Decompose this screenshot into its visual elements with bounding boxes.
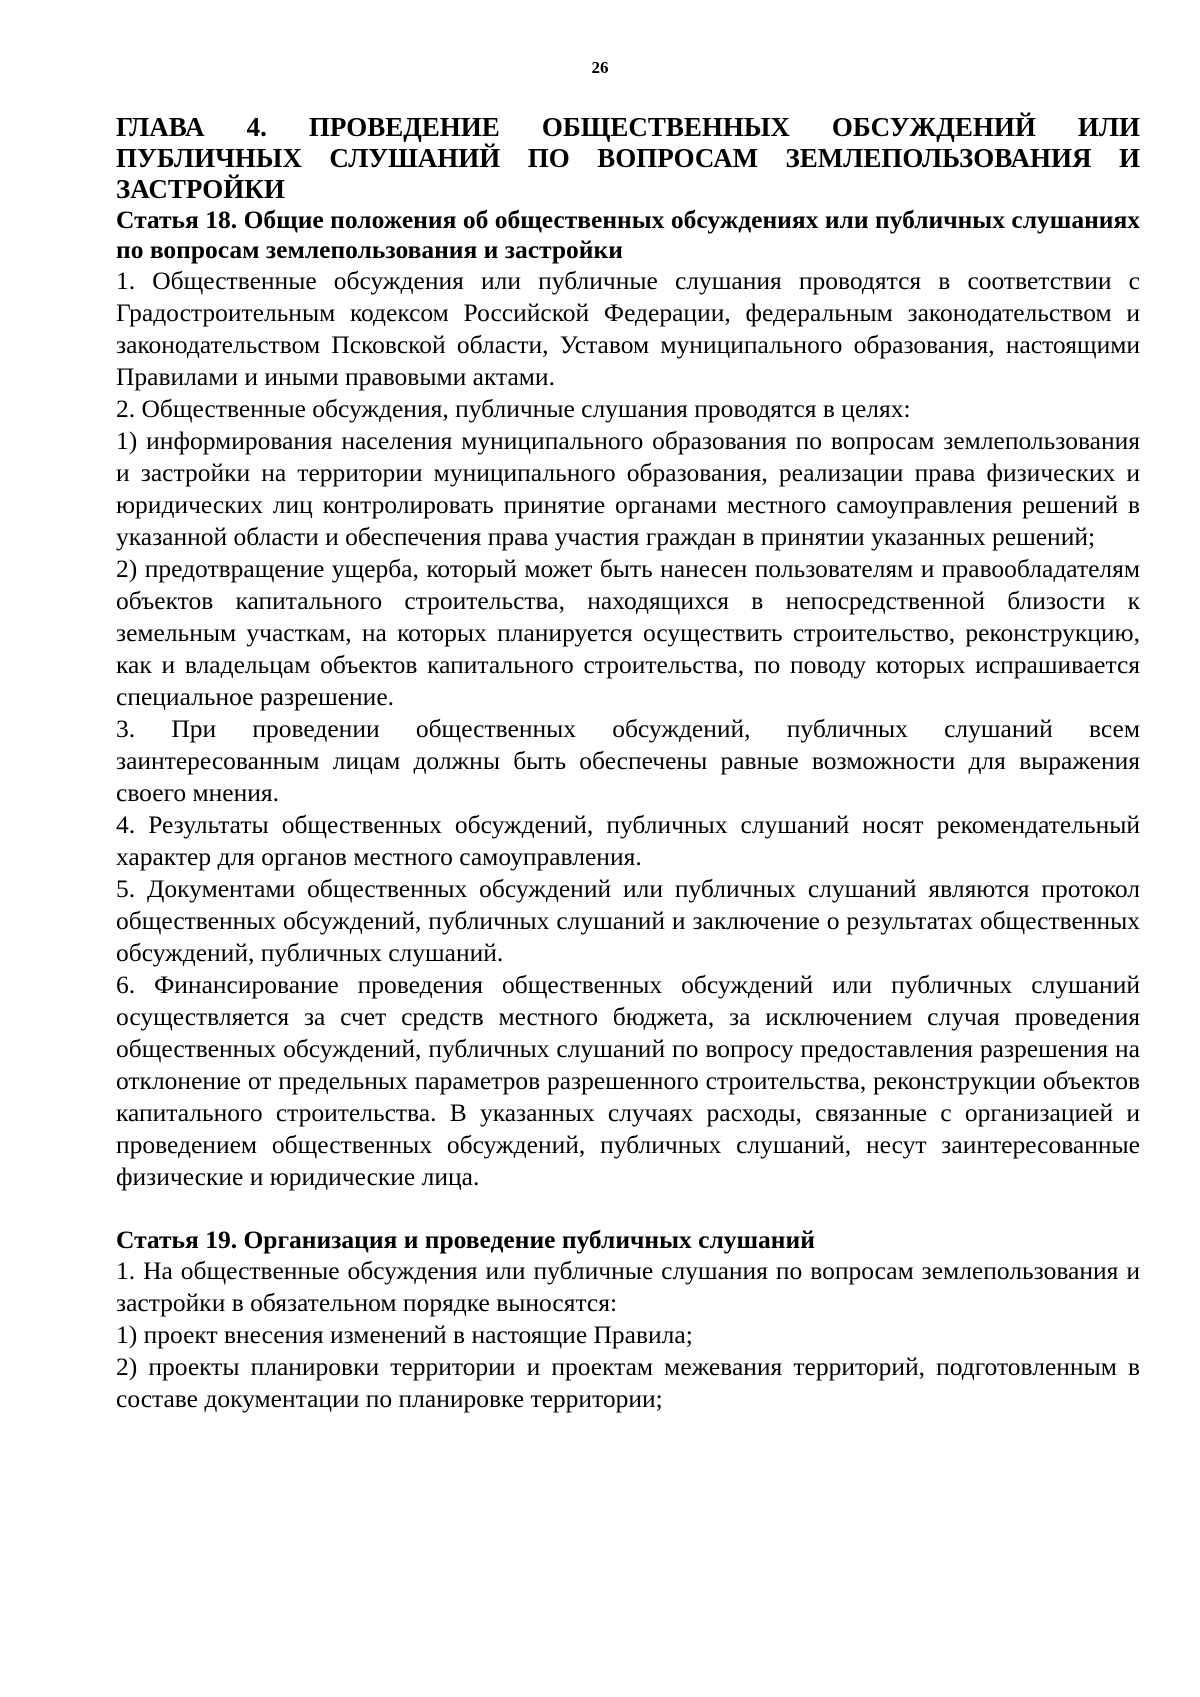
article-18-paragraph-6: 6. Финансирование проведения общественных обсуждений или публичных слушаний осуществляется за счет средств местного бюджета, за исключением случая проведения общественных обсуждений, публичных слушаний по вопросу предоставления разрешения на отклонение от предельных параметров разрешенного строительства, реконструкции объектов капитального строительства. В указанных случаях расходы, связанные с организацией и проведением общественных обсуждений, публичных слушаний, несут заинтересованные физические и юридические лица. <box>116 970 1140 1191</box>
article-19-paragraph-1-item-1: 1) проект внесения изменений в настоящие Правила; <box>116 1320 693 1349</box>
article-18-paragraph-3: 3. При проведении общественных обсуждений, публичных слушаний всем заинтересованным лицам должны быть обеспечены равные возможности для выражения своего мнения. <box>116 714 1140 807</box>
article-18-paragraph-2-item-2: 2) предотвращение ущерба, который может быть нанесен пользователям и правообладателям объектов капитального строительства, находящихся в непосредственной близости к земельным участкам, на которых планируется осуществить строительство, реконструкцию, как и владельцам объектов капитального строительства, по поводу которых испрашивается специальное разрешение. <box>116 554 1140 711</box>
document-body <box>116 112 1140 1415</box>
section-spacer <box>116 1193 1140 1225</box>
article-19-paragraph-1-item-2: 2) проекты планировки территории и проектам межевания территорий, подготовленным в составе документации по планировке территории; <box>116 1352 1140 1413</box>
chapter-title: ГЛАВА 4. ПРОВЕДЕНИЕ ОБЩЕСТВЕННЫХ ОБСУЖДЕНИЙ ИЛИ ПУБЛИЧНЫХ СЛУШАНИЙ ПО ВОПРОСАМ ЗЕМЛЕПОЛЬЗОВАНИЯ И ЗАСТРОЙКИ <box>116 112 1140 204</box>
article-18-paragraph-2-item-1: 1) информирования населения муниципального образования по вопросам землепользования и застройки на территории муниципального образования, реализации права физических и юридических лиц контролировать принятие органами местного самоуправления решений в указанной области и обеспечения права участия граждан в принятии указанных решений; <box>116 426 1140 551</box>
article-19-paragraph-1: 1. На общественные обсуждения или публичные слушания по вопросам землепользования и застройки в обязательном порядке выносятся: <box>116 1256 1140 1317</box>
article-18-paragraph-4: 4. Результаты общественных обсуждений, публичных слушаний носят рекомендательный характер для органов местного самоуправления. <box>116 810 1140 871</box>
article-19 <box>116 1225 1140 1415</box>
page-number: 26 <box>591 58 609 77</box>
article-18 <box>116 205 1140 1193</box>
article-18-paragraph-1: 1. Общественные обсуждения или публичные слушания проводятся в соответствии с Градостроительным кодексом Российской Федерации, федеральным законодательством и законодательством Псковской области, Уставом муниципального образования, настоящими Правилами и иными правовыми актами. <box>116 266 1140 391</box>
article-18-title: Статья 18. Общие положения об общественных обсуждениях или публичных слушаниях по вопросам землепользования и застройки <box>116 205 1140 264</box>
article-18-paragraph-5: 5. Документами общественных обсуждений или публичных слушаний являются протокол общественных обсуждений, публичных слушаний и заключение о результатах общественных обсуждений, публичных слушаний. <box>116 874 1140 967</box>
article-19-title: Статья 19. Организация и проведение публичных слушаний <box>116 1225 815 1254</box>
article-18-paragraph-2: 2. Общественные обсуждения, публичные слушания проводятся в целях: <box>116 394 911 423</box>
